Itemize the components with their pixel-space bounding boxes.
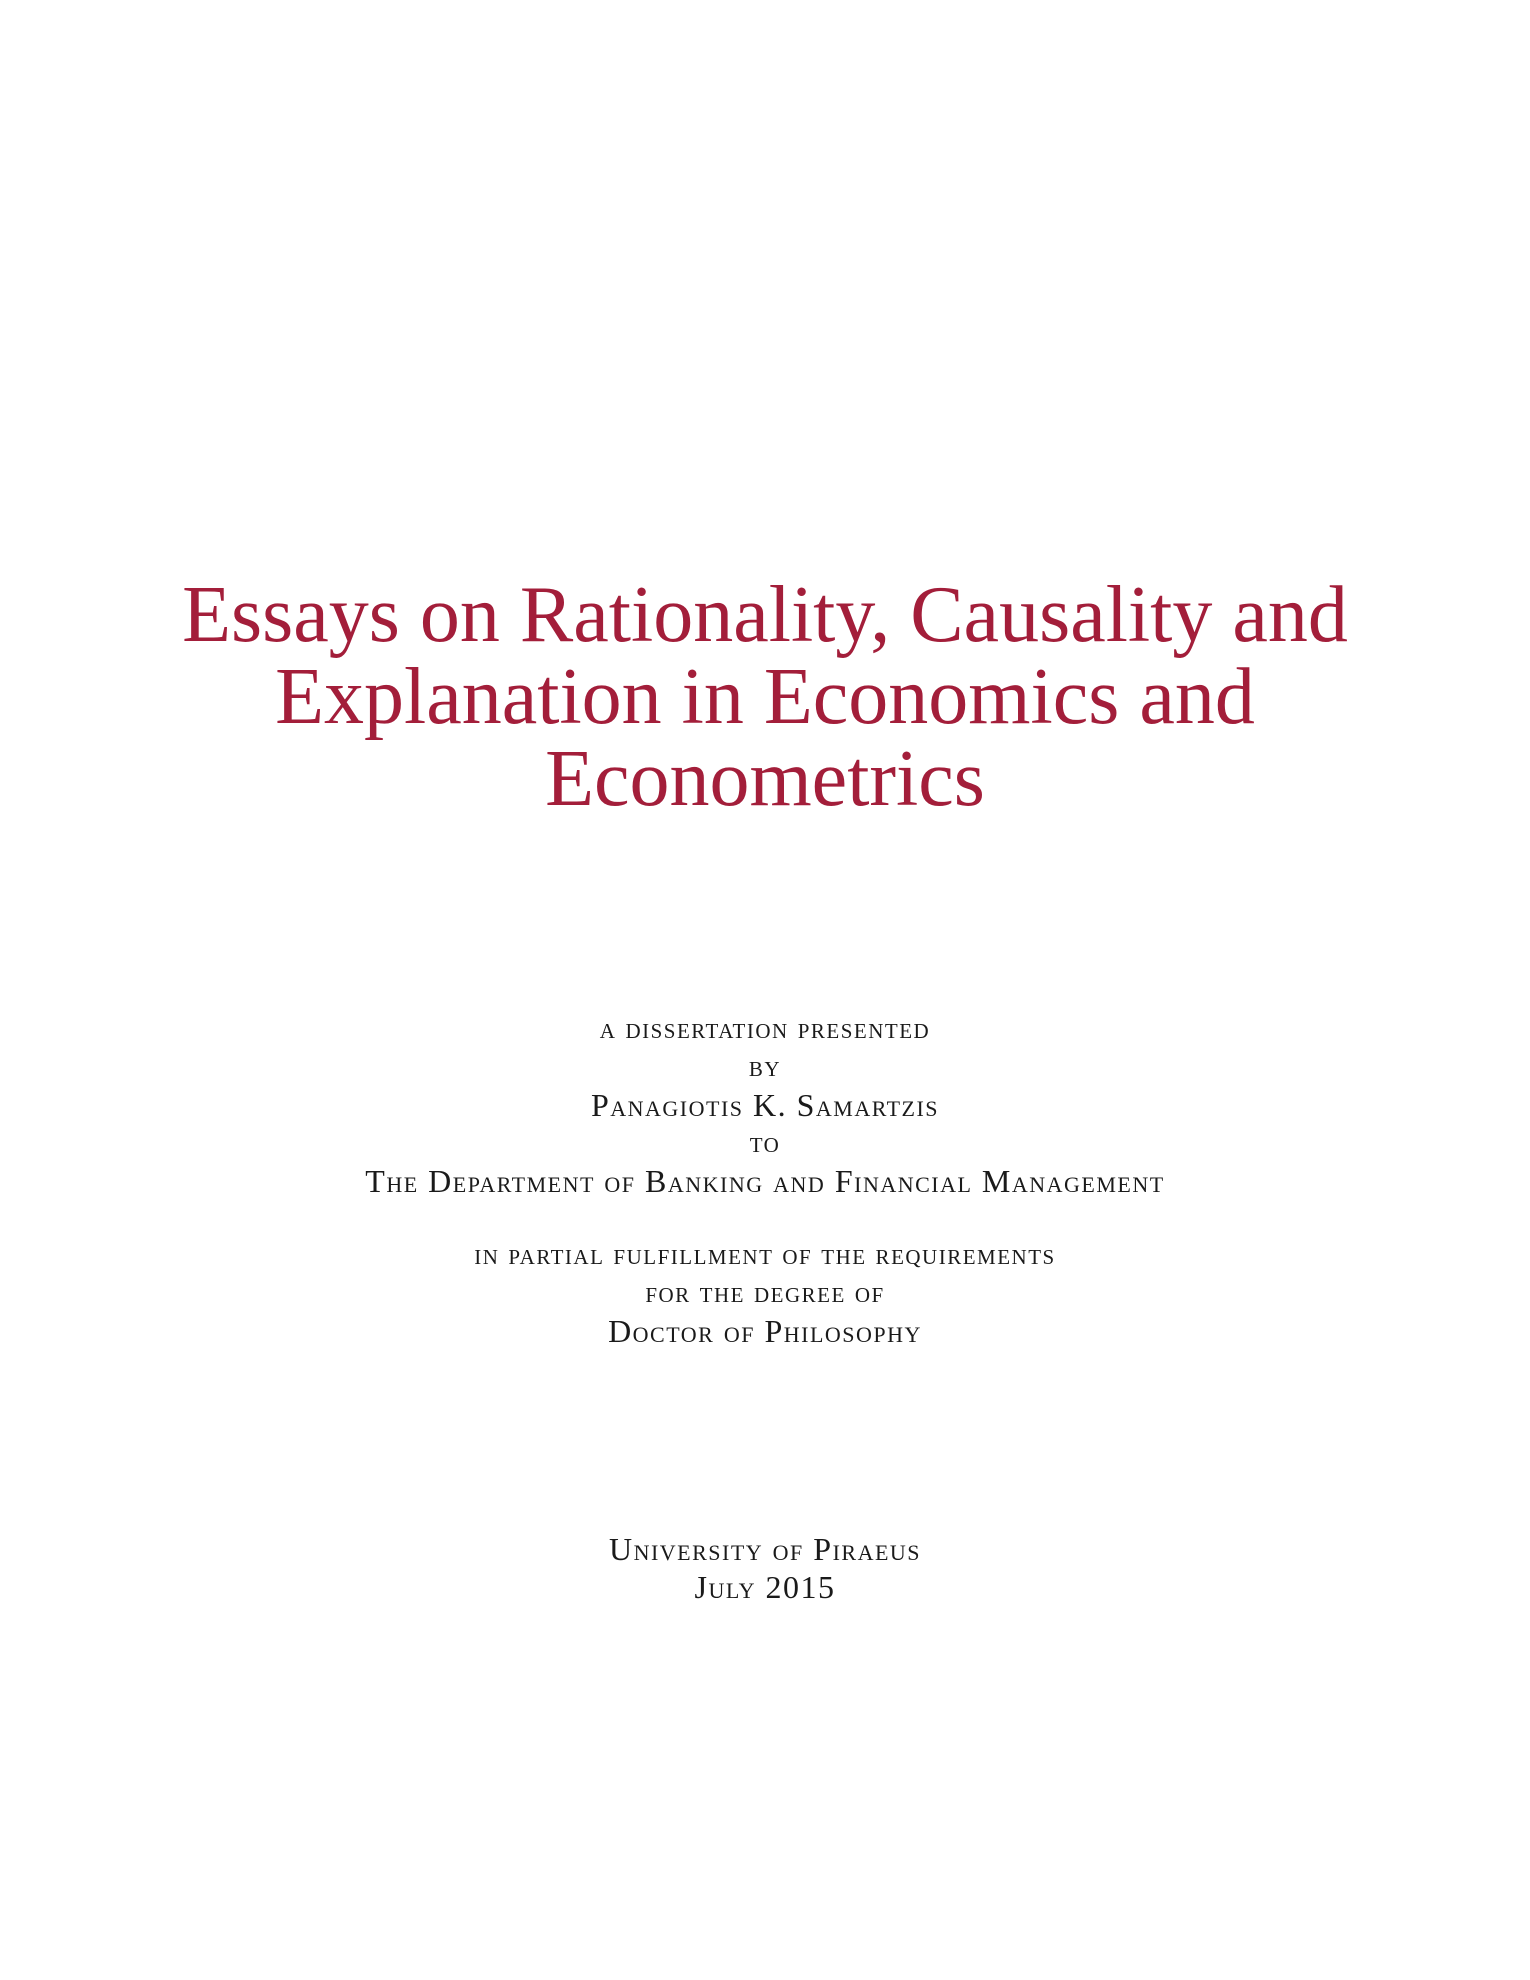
author-name: Panagiotis K. Samartzis [590,1087,940,1123]
fulfillment-block [0,1236,1530,1350]
to-line: to [749,1126,781,1159]
dissertation-title [0,570,1530,823]
presented-line: a dissertation presented [599,1012,931,1045]
department-name: The Department of Banking and Financial Management [365,1163,1165,1199]
degree-of-line: for the degree of [645,1276,885,1309]
title-line-1: Essays on Rationality, Causality and [182,570,1348,659]
presentation-block [0,1010,1530,1200]
degree-name: Doctor of Philosophy [608,1313,922,1349]
title-line-2: Explanation in Economics and [275,652,1255,741]
institution-block [0,1530,1530,1606]
title-line-3: Econometrics [545,734,985,823]
university-name: University of Piraeus [608,1531,922,1567]
by-line: by [748,1050,782,1083]
fulfillment-line: in partial fulfillment of the requirements [474,1238,1056,1271]
submission-date: July 2015 [694,1569,836,1605]
